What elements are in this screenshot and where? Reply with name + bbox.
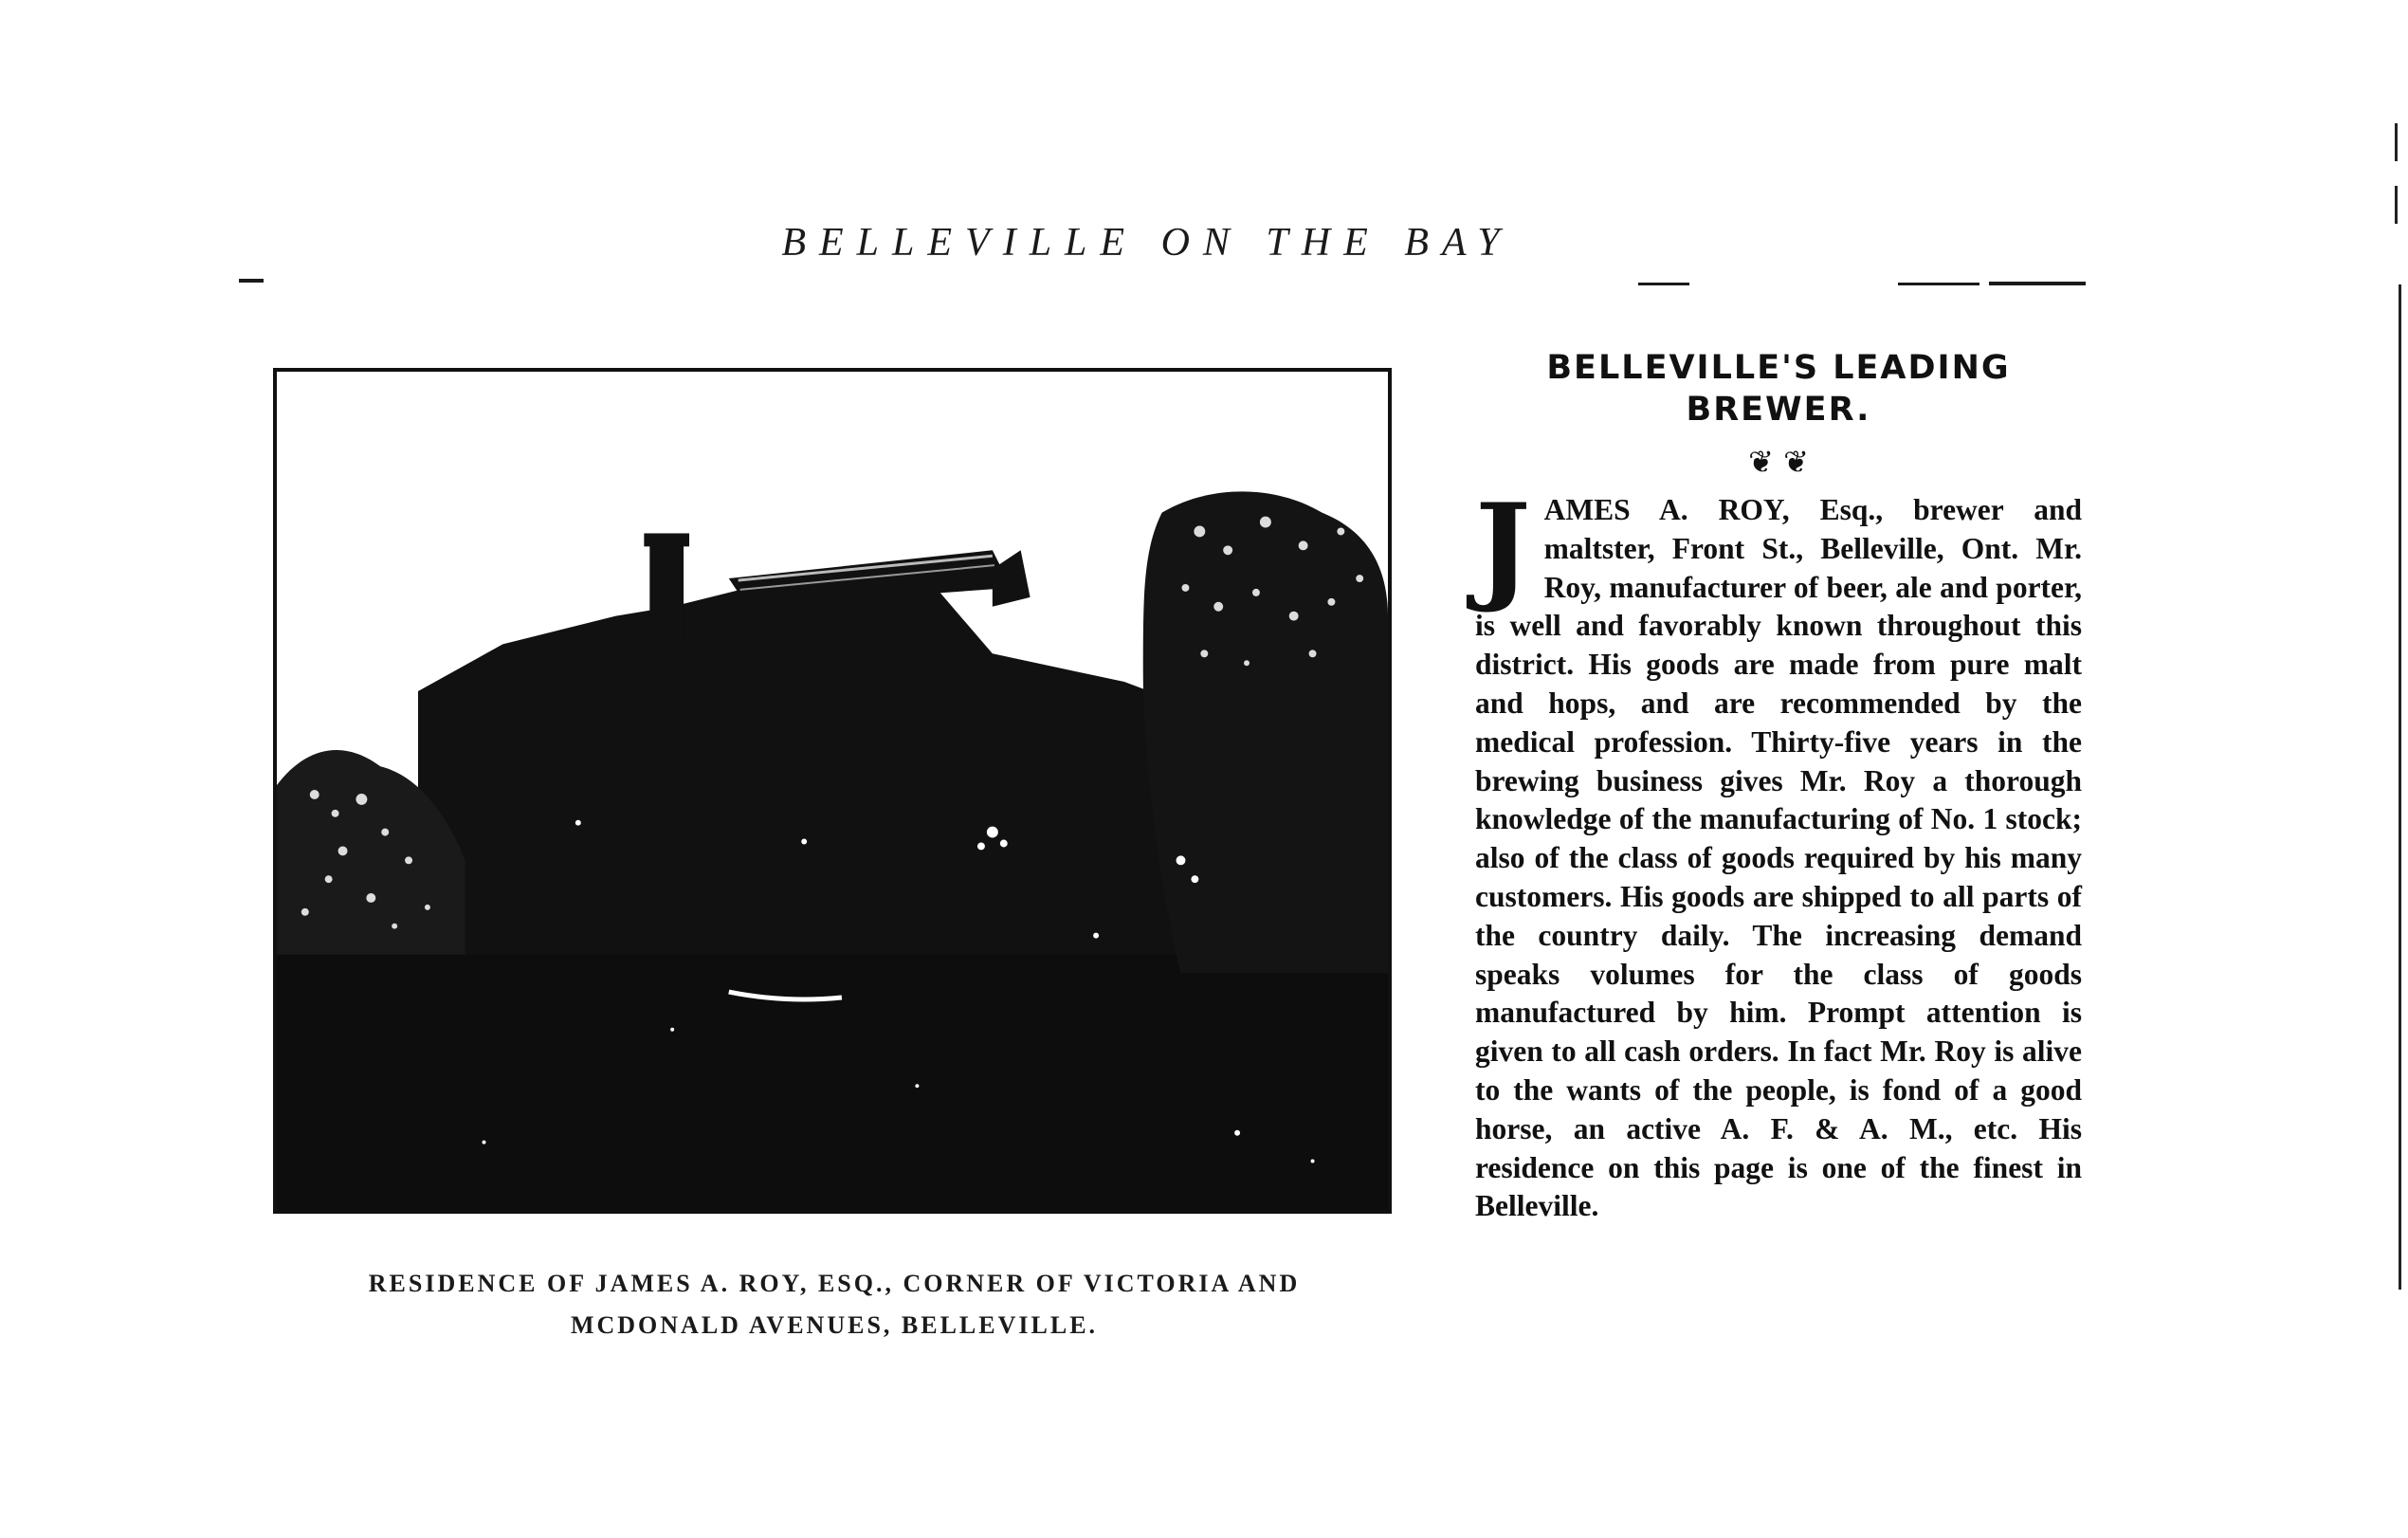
caption-line-1: RESIDENCE OF JAMES A. ROY, ESQ., CORNER OF VICTORIA AND xyxy=(368,1270,1301,1297)
photo-caption xyxy=(284,1263,1384,1346)
margin-line-3 xyxy=(2399,284,2401,1290)
article-body xyxy=(1475,479,2082,1226)
margin-line-1 xyxy=(2395,123,2398,161)
header-rule-right-dashes xyxy=(1898,283,1979,285)
dropcap: J xyxy=(1475,479,1531,616)
caption-line-2: MCDONALD AVENUES, BELLEVILLE. xyxy=(570,1311,1099,1339)
ornament-icon: ❦ ❦ xyxy=(1748,444,1809,480)
article-title: BELLEVILLE'S LEADING BREWER. xyxy=(1546,349,2011,429)
residence-photo xyxy=(273,368,1392,1214)
article xyxy=(1475,347,2082,1226)
residence-photo-image xyxy=(277,372,1388,1210)
running-head: BELLEVILLE ON THE BAY xyxy=(781,221,1513,265)
article-body-text: AMES A. ROY, Esq., brewer and maltster, Front St., Belleville, Ont. Mr. Roy, manufacturer of beer, ale and porter, is well and favorably known throughout this district. His goods are made from pure malt and hops, and are recommended by the medical profession. Thirty-five years in the brewing business gives Mr. Roy a thorough knowledge of the manufacturing of No. 1 stock; also of the class of goods required by his many customers. His goods are shipped to all parts of the country daily. The increasing demand speaks volumes for the class of goods manufactured by him. Prompt attention is given to all cash orders. In fact Mr. Roy is alive to the wants of the people, is fond of a good horse, an active A. F. & A. M., etc. His residence on this page is one of the finest in Belleville. xyxy=(1475,493,2082,1223)
margin-line-2 xyxy=(2395,186,2398,224)
header-rule-left xyxy=(239,279,264,283)
header-rule-right xyxy=(1989,282,2086,285)
header-rule-mid xyxy=(1638,283,1689,285)
